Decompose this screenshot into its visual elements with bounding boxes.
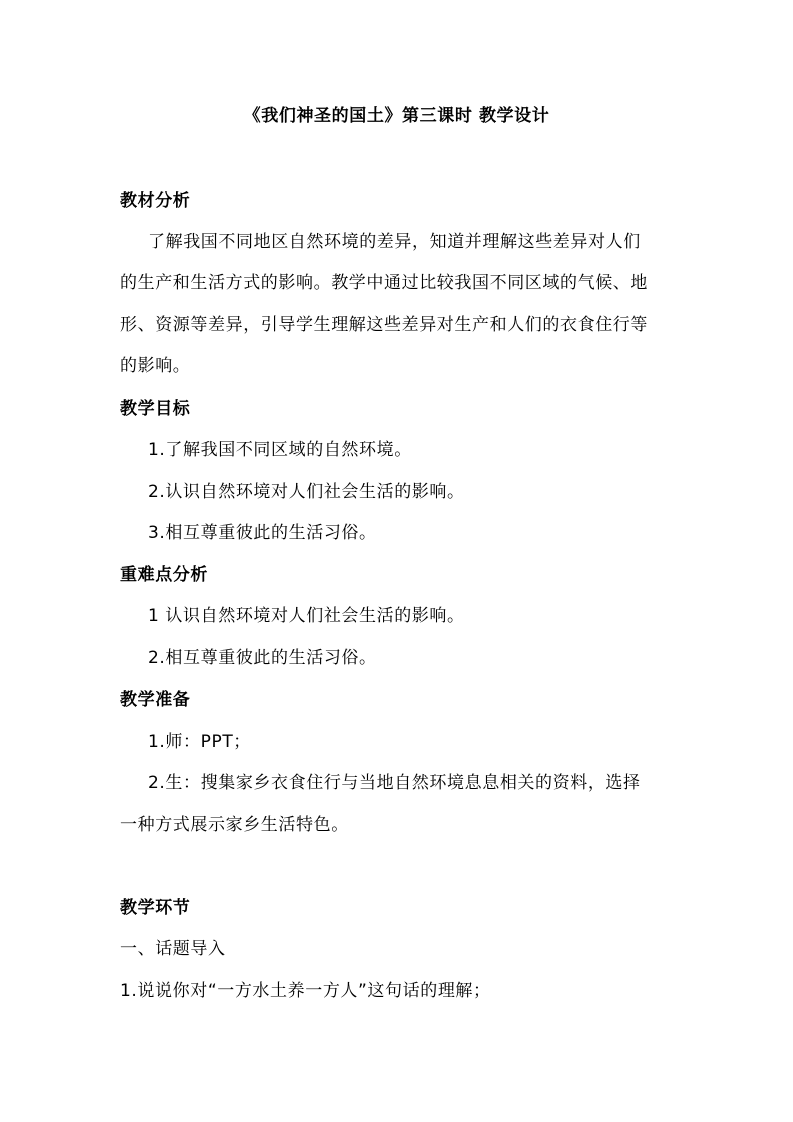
list-item: 1 认识自然环境对人们社会生活的影响。 [148, 606, 465, 626]
section-heading-goals: 教学目标 [120, 399, 191, 419]
paragraph-line: 了解我国不同地区自然环境的差异，知道并理解这些差异对人们 [148, 232, 641, 252]
paragraph-line: 形、资源等差异，引导学生理解这些差异对生产和人们的衣食住行等 [120, 315, 648, 335]
section-heading-process: 教学环节 [120, 898, 191, 918]
document-title: 《我们神圣的国土》第三课时 教学设计 [243, 106, 550, 126]
paragraph-line: 的影响。 [120, 356, 191, 376]
paragraph-line: 的生产和生活方式的影响。教学中通过比较我国不同区域的气候、地 [120, 273, 648, 293]
list-item: 1.师：PPT； [148, 732, 251, 752]
section-heading-preparation: 教学准备 [120, 690, 191, 710]
list-item: 2.认识自然环境对人们社会生活的影响。 [148, 482, 465, 502]
list-item: 1.说说你对“一方水土养一方人”这句话的理解； [120, 981, 491, 1001]
list-item: 2.相互尊重彼此的生活习俗。 [148, 648, 377, 668]
list-item: 3.相互尊重彼此的生活习俗。 [148, 523, 377, 543]
list-item: 2.生：搜集家乡衣食住行与当地自然环境息息相关的资料，选择 [148, 773, 641, 793]
list-item: 1.了解我国不同区域的自然环境。 [148, 440, 412, 460]
list-item: 一、话题导入 [120, 939, 226, 959]
list-item: 一种方式展示家乡生活特色。 [120, 815, 349, 835]
section-heading-analysis: 教材分析 [120, 191, 191, 211]
section-heading-key-points: 重难点分析 [120, 565, 208, 585]
